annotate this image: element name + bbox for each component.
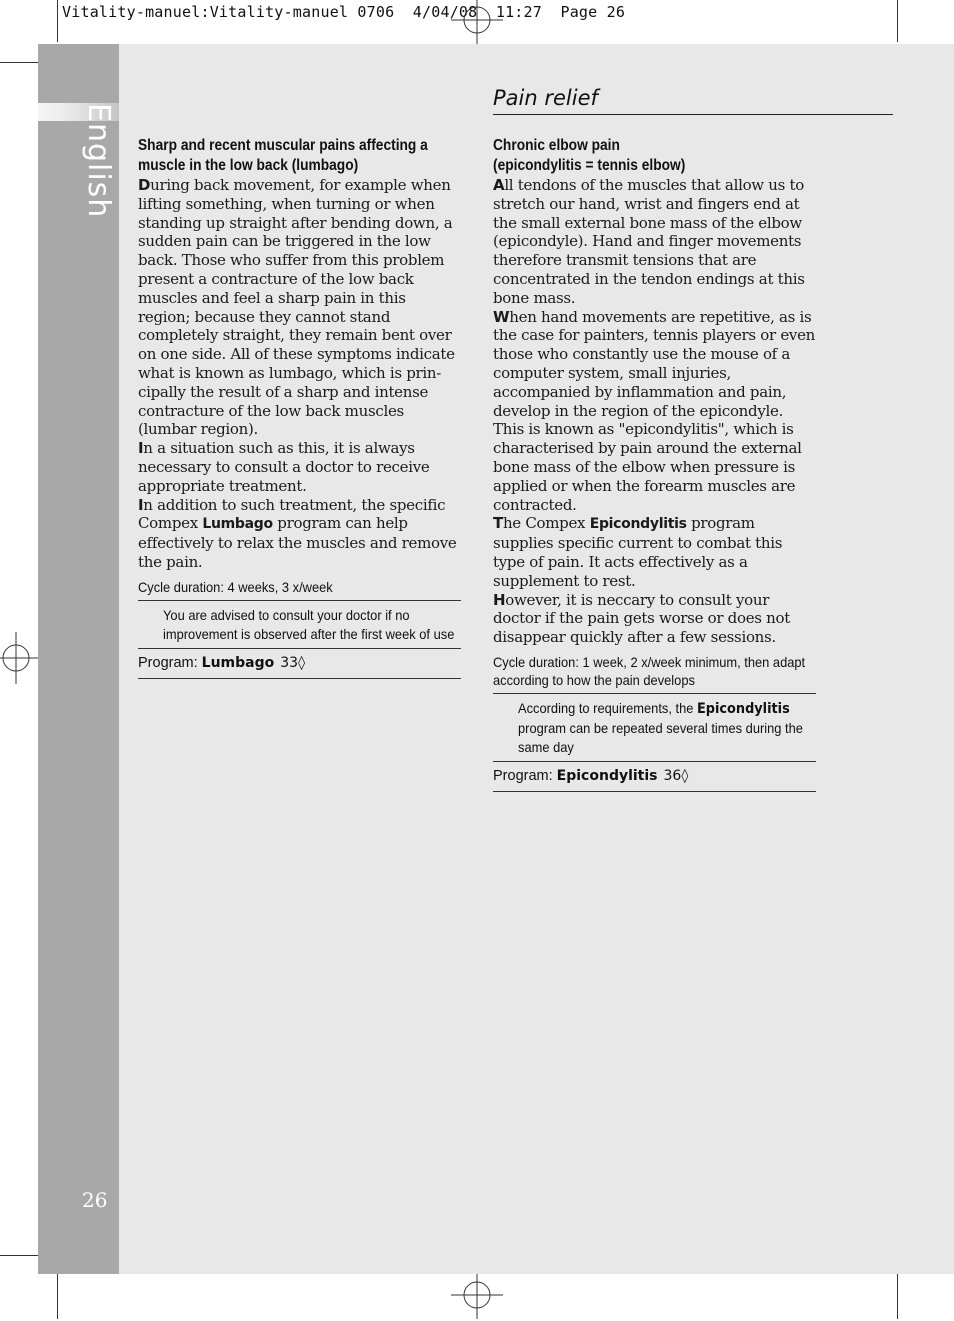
drop-cap: T: [493, 514, 503, 533]
crop-mark: [897, 1272, 898, 1319]
program-line: [138, 649, 461, 679]
elbow-paragraph-3: [493, 514, 816, 590]
right-column: [493, 136, 816, 792]
advice-note: You are advised to consult your doctor if no improvement is observed after the first week of use: [163, 606, 455, 642]
advice-note-box: [493, 693, 816, 762]
paragraph-text: n addition to such treatment, the specific Compex: [138, 495, 446, 533]
elbow-paragraph-4: [493, 591, 816, 647]
paragraph-text: n a situation such as this, it is always necessary to consult a doctor to receive appropriate treatment.: [138, 439, 430, 495]
paragraph-text: owever, it is neccary to consult your doctor if the pain gets worse or does not disappear quickly after a few sessions.: [493, 590, 790, 647]
cycle-duration: Cycle duration: 1 week, 2 x/week minimum, then adapt according to how the pain develops: [493, 653, 806, 688]
heading-line: (epicondylitis = tennis elbow): [493, 157, 686, 174]
elbow-heading: [493, 136, 815, 176]
program-number: 36◊: [663, 767, 689, 784]
note-text: According to requirements, the: [518, 699, 697, 716]
paragraph-text: uring back movement, for example when lifting something, when turning or when standing up straight after bending down, a sudden pain can be triggered in the low back. Those who suffer from this problem present a contracture of the low back muscles and feel a sharp pain in this region; because they cannot stand completely straight, they remain bent over on one side. All of these symptoms indicate what is known as lumbago, which is prin-cipally the result of a sharp and intense contracture of the low back muscles (lumbar region).: [138, 176, 455, 439]
note-program-name: Epicondylitis: [696, 700, 790, 717]
title-rule: [493, 114, 893, 115]
program-label: Program:: [493, 767, 557, 784]
crop-mark: [0, 62, 42, 63]
left-column: [138, 136, 461, 679]
paragraph-text: hen hand movements are repetitive, as is the case for painters, tennis players or even those who constantly use the mouse of a computer system, small injuries, accompanied by inflammation and pain, develop in the region of the epicondyle. This is known as "epicondylitis", which is characterised by pain around the external bone mass of the elbow when pressure is applied or when the forearm muscles are contracted.: [493, 307, 816, 514]
program-name-inline: Epicondylitis: [589, 516, 687, 533]
cycle-duration: Cycle duration: 4 weeks, 3 x/week: [138, 578, 333, 595]
program-name: Epicondylitis: [556, 767, 658, 784]
program-number: 33◊: [280, 654, 305, 671]
program-line: [493, 762, 816, 792]
elbow-paragraph-1: [493, 176, 816, 308]
language-label: English: [81, 103, 116, 219]
language-sidebar: [38, 44, 119, 1274]
paragraph-text: program can help effectively to relax the muscles and remove the pain.: [138, 514, 457, 571]
note-text: program can be repeated several times during the same day: [518, 719, 803, 755]
program-name: Lumbago: [201, 654, 275, 671]
drop-cap: I: [138, 495, 144, 514]
registration-mark-icon: [451, 1269, 503, 1321]
program-name-inline: Lumbago: [202, 516, 273, 533]
lumbago-heading: Sharp and recent muscular pains affecting a muscle in the low back (lumbago): [138, 137, 428, 174]
lumbago-paragraph-1: [138, 176, 461, 439]
paragraph-text: he Compex: [502, 514, 590, 533]
section-title: Pain relief: [493, 86, 598, 110]
advice-note: [518, 699, 817, 757]
paragraph-text: program supplies specific current to combat this type of pain. It acts effectively as a supplement to rest.: [493, 514, 783, 590]
page-number: 26: [82, 1188, 108, 1212]
elbow-paragraph-2: [493, 308, 816, 515]
lumbago-paragraph-3: [138, 496, 461, 572]
crop-mark: [897, 0, 898, 42]
program-label: Program:: [138, 654, 202, 671]
drop-cap: A: [493, 176, 505, 194]
heading-line: Chronic elbow pain: [493, 137, 620, 154]
crop-mark: [57, 1272, 58, 1319]
crop-mark: [0, 1255, 42, 1256]
print-slug: Vitality-manuel:Vitality-manuel 0706 4/04/08 11:27 Page 26: [62, 3, 626, 21]
advice-note-box: [138, 600, 461, 649]
drop-cap: H: [493, 590, 506, 609]
drop-cap: D: [138, 176, 151, 194]
drop-cap: I: [138, 439, 144, 458]
drop-cap: W: [493, 307, 510, 326]
paragraph-text: ll tendons of the muscles that allow us to stretch our hand, wrist and fingers end at the small external bone mass of the elbow (epicondyle). Hand and finger movements therefore transmit tensions that are concentrated in the tendon endings at this bone mass.: [493, 176, 805, 307]
lumbago-paragraph-2: [138, 439, 461, 495]
crop-mark: [57, 0, 58, 42]
